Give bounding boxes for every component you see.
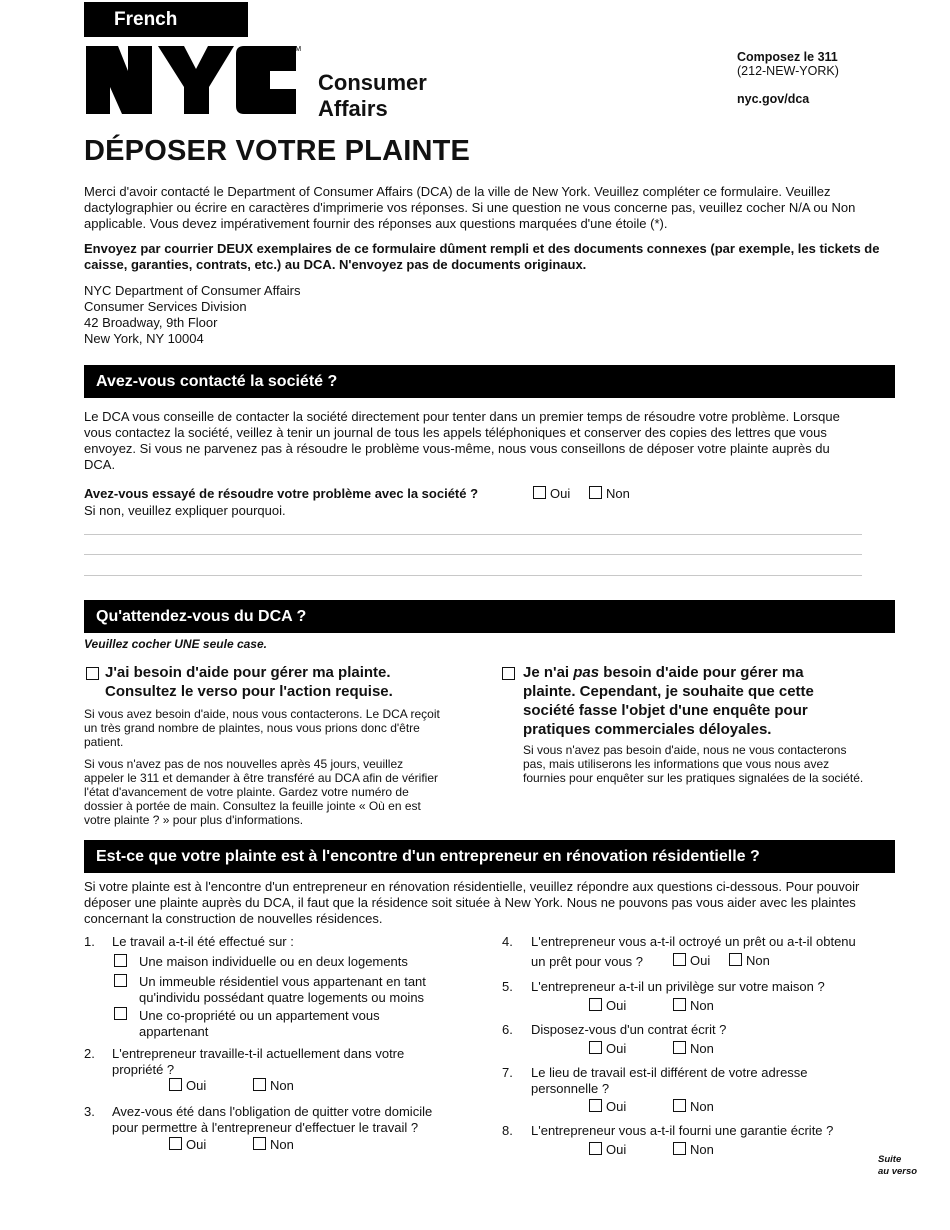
- contact-info: [737, 50, 839, 106]
- continue-overleaf: Suite au verso: [878, 1154, 918, 1177]
- help-option-text-1: Si vous avez besoin d'aide, nous vous contacterons. Le DCA reçoit un très grand nombre de plaintes, nous vous prions donc d'être patient.: [84, 707, 440, 749]
- logo-text: Consumer Affairs: [318, 70, 427, 121]
- mailing-address: NYC Department of Consumer Affairs Consumer Services Division 42 Broadway, 9th Floor New York, NY 10004: [84, 283, 301, 346]
- resolve-no[interactable]: Non: [589, 486, 630, 502]
- q2-yes[interactable]: Oui: [169, 1078, 206, 1094]
- resolve-yes[interactable]: Oui: [533, 486, 570, 502]
- question-4-cont: un prêt pour vous ?: [531, 954, 644, 969]
- question-number: 4.: [502, 934, 513, 949]
- answer-line[interactable]: [84, 534, 862, 535]
- q8-yes[interactable]: Oui: [589, 1142, 626, 1158]
- q1-option-2-checkbox[interactable]: [114, 973, 131, 991]
- investigate-option-checkbox[interactable]: [502, 666, 519, 684]
- question-number: 6.: [502, 1022, 513, 1037]
- checkbox[interactable]: [589, 486, 602, 499]
- q7-yes[interactable]: Oui: [589, 1099, 626, 1115]
- q1-option-1: Une maison individuelle ou en deux logements: [139, 954, 408, 969]
- investigate-option-title: Je n'ai pas besoin d'aide pour gérer ma plainte. Cependant, je souhaite que cette société fasse l'objet d'une enquête pour pratiques commerciales déloyales.: [523, 664, 814, 738]
- investigate-option-text: Si vous n'avez pas besoin d'aide, nous ne vous contacterons pas, mais utiliserons les informations que vous nous avez fournies pour enquêter sur les pratiques signalées de la société.: [523, 743, 864, 785]
- question-7: Le lieu de travail est-il différent de votre adresse personnelle ?: [531, 1065, 808, 1096]
- q5-yes[interactable]: Oui: [589, 998, 626, 1014]
- checkbox[interactable]: [533, 486, 546, 499]
- website: nyc.gov/dca: [737, 92, 810, 106]
- question-number: 1.: [84, 934, 95, 949]
- question-2: L'entrepreneur travaille-t-il actuellement dans votre propriété ?: [112, 1046, 405, 1077]
- call-label: Composez le 311: [737, 50, 838, 64]
- send-instructions: Envoyez par courrier DEUX exemplaires de ce formulaire dûment rempli et des documents connexes (par exemple, les tickets de caisse, garanties, contrats, etc.) au DCA. N'envoyez pas de documents originaux.: [84, 241, 880, 272]
- q1-option-3: Une co-propriété ou un appartement vous appartenant: [139, 1008, 380, 1039]
- q3-no[interactable]: Non: [253, 1137, 294, 1153]
- answer-line[interactable]: [84, 554, 862, 555]
- question-number: 8.: [502, 1123, 513, 1138]
- language-badge: French: [84, 2, 248, 37]
- q1-option-2: Un immeuble résidentiel vous appartenant en tant qu'individu possédant quatre logements ou moins: [139, 974, 426, 1005]
- page-title: DÉPOSER VOTRE PLAINTE: [84, 135, 471, 167]
- answer-line[interactable]: [84, 575, 862, 576]
- question-5: L'entrepreneur a-t-il un privilège sur votre maison ?: [531, 979, 825, 994]
- question-6: Disposez-vous d'un contrat écrit ?: [531, 1022, 727, 1037]
- question-4: L'entrepreneur vous a-t-il octroyé un prêt ou a-t-il obtenu: [531, 934, 856, 949]
- question-8: L'entrepreneur vous a-t-il fourni une garantie écrite ?: [531, 1123, 834, 1138]
- question-3: Avez-vous été dans l'obligation de quitter votre domicile pour permettre à l'entrepreneur d'effectuer le travail ?: [112, 1104, 433, 1135]
- resolve-question: Avez-vous essayé de résoudre votre problème avec la société ?: [84, 486, 479, 501]
- q7-no[interactable]: Non: [673, 1099, 714, 1115]
- section-heading-contractor: Est-ce que votre plainte est à l'encontre d'un entrepreneur en rénovation résidentielle ?: [84, 840, 895, 873]
- intro-text: Merci d'avoir contacté le Department of Consumer Affairs (DCA) de la ville de New York. Veuillez compléter ce formulaire. Veuillez dactylographier ou écrire en caractères d'imprimerie vos réponses. Si une question ne vous concerne pas, veuillez cocher N/A ou Non applicable. Vous devez impérativement fournir des réponses aux questions marquées d'une étoile (*).: [84, 184, 856, 231]
- q1-option-1-checkbox[interactable]: [114, 953, 131, 971]
- question-number: 3.: [84, 1104, 95, 1119]
- question-number: 5.: [502, 979, 513, 994]
- question-number: 2.: [84, 1046, 95, 1061]
- nyc-logo: [84, 43, 302, 117]
- q6-yes[interactable]: Oui: [589, 1041, 626, 1057]
- svg-text:TM: TM: [291, 46, 302, 53]
- q8-no[interactable]: Non: [673, 1142, 714, 1158]
- section1-body: Le DCA vous conseille de contacter la société directement pour tenter dans un premier temps de résoudre votre problème. Lorsque vous contactez la société, veillez à tenir un journal de tous les appels téléphoniques et conserver des copies des lettres que vous envoyez. Si vous ne parvenez pas à résoudre le problème vous-même, nous vous conseillons de déposer votre plainte auprès du DCA.: [84, 409, 840, 472]
- q2-no[interactable]: Non: [253, 1078, 294, 1094]
- q3-yes[interactable]: Oui: [169, 1137, 206, 1153]
- q1-option-3-checkbox[interactable]: [114, 1006, 131, 1024]
- q4-yes[interactable]: Oui: [673, 953, 710, 969]
- section-heading-expectations: Qu'attendez-vous du DCA ?: [84, 600, 895, 633]
- single-choice-instruction: Veuillez cocher UNE seule case.: [84, 637, 267, 651]
- question-number: 7.: [502, 1065, 513, 1080]
- question-1: Le travail a-t-il été effectué sur :: [112, 934, 294, 949]
- section-heading-contacted: Avez-vous contacté la société ?: [84, 365, 895, 398]
- phone-number: (212-NEW-YORK): [737, 64, 839, 78]
- q4-no[interactable]: Non: [729, 953, 770, 969]
- explain-prompt: Si non, veuillez expliquer pourquoi.: [84, 503, 286, 518]
- q5-no[interactable]: Non: [673, 998, 714, 1014]
- help-option-text-2: Si vous n'avez pas de nos nouvelles après 45 jours, veuillez appeler le 311 et demander à être transféré au DCA afin de vérifier l'état d'avancement de votre plainte. Gardez votre numéro de dossier à portée de main. Consultez la feuille jointe « Où en est votre plainte ? » pour plus d'informations.: [84, 757, 438, 827]
- help-option-checkbox[interactable]: [86, 666, 103, 684]
- q6-no[interactable]: Non: [673, 1041, 714, 1057]
- section3-body: Si votre plainte est à l'encontre d'un entrepreneur en rénovation résidentielle, veuillez répondre aux questions ci-dessous. Pour pouvoir déposer une plainte auprès du DCA, il faut que la résidence soit située à New York. Nous ne pouvons pas vous aider avec les plaintes concernant la construction de nouvelles résidences.: [84, 879, 860, 926]
- help-option-title: J'ai besoin d'aide pour gérer ma plainte. Consultez le verso pour l'action requise.: [105, 664, 393, 700]
